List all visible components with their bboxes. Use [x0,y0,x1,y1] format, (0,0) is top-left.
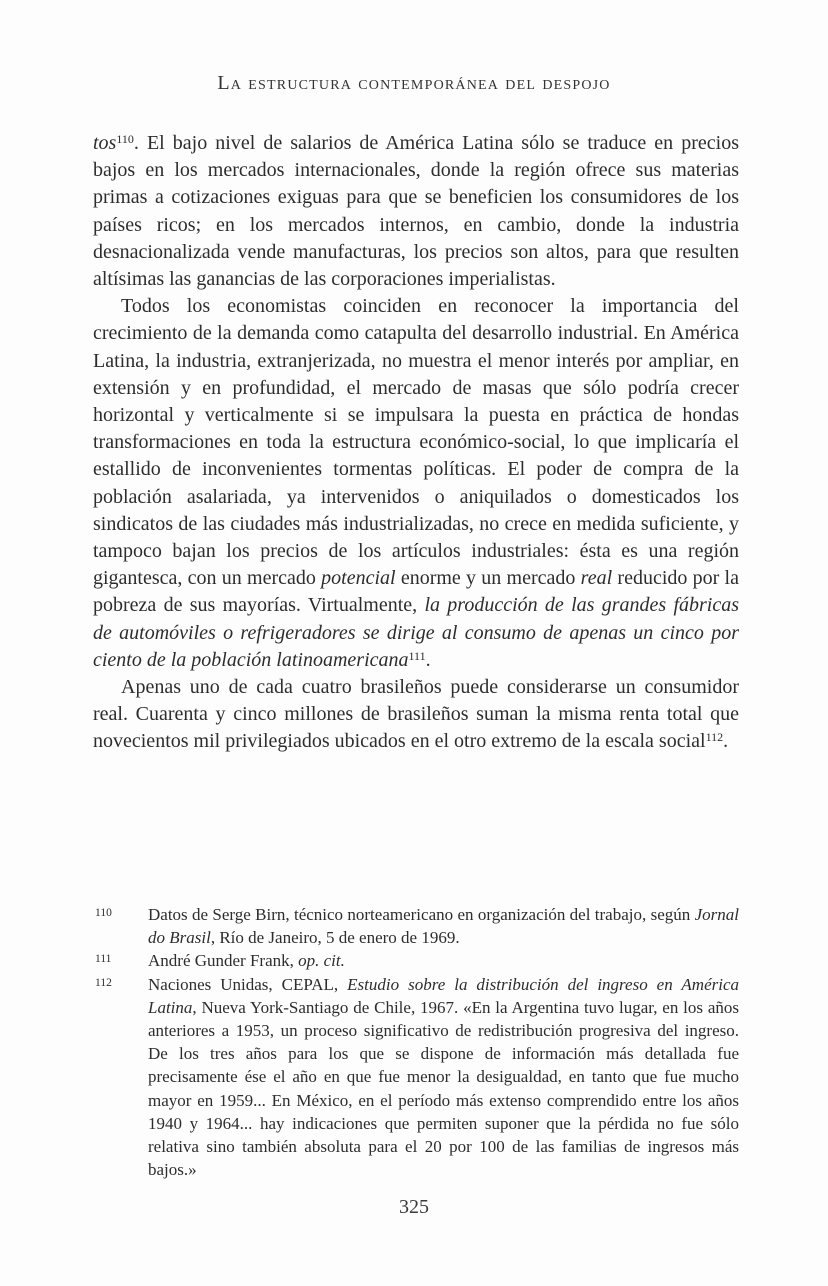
text-segment: Apenas uno de cada cuatro brasileños puede considerarse un consumidor real. Cuarenta y cinco millones de brasileños suman la misma renta total que novecientos mil privilegiados ubicados en el otro extremo de la escala social [93,676,739,753]
footnotes-section [93,903,739,1181]
text-segment: André Gunder Frank, [148,951,299,971]
italic-text: la producción de las grandes fábricas de automóviles o refrigeradores se dirige al consumo de apenas un cinco por ciento de la población latinoamericana [93,594,740,671]
text-segment: Naciones Unidas, CEPAL, [148,974,348,994]
body-paragraph [93,130,739,293]
text-segment: . [723,730,729,753]
footnote-reference: 111 [408,648,426,663]
footnote-text [148,975,739,1180]
footnote-number: 112 [95,976,112,989]
text-segment: . [425,648,431,671]
page-number: 325 [399,1196,429,1218]
italic-text: tos [93,132,117,154]
text-segment: . El bajo nivel de salarios de América Latina sólo se traduce en precios bajos en los mercados internacionales, donde la región ofrece sus materias primas a cotizaciones exiguas para que se beneficien los consumidores de los países ricos; en los mercados internos, en cambio, donde la industria desnacionalizada vende manufacturas, los precios son altos, para que resulten altísimas las ganancias de las corporaciones imperialistas. [93,132,739,291]
footnote [93,973,739,1182]
text-segment: enorme y un mercado [395,567,581,590]
footnote [93,903,739,949]
text-segment: Datos de Serge Birn, técnico norteamericano en organización del trabajo, según [148,905,695,924]
text-segment: , Río de Janeiro, 5 de enero de 1969. [210,928,460,948]
text-segment: reducido por la pobreza de sus mayorías. Virtualmente, [93,567,739,617]
footnote-reference: 110 [116,132,134,146]
body-paragraph [93,674,739,756]
footnote-number: 111 [95,953,112,966]
italic-text: op. cit. [298,951,345,971]
footnote-reference: 112 [705,730,724,745]
italic-text: Jornal do Brasil [148,905,739,948]
body-paragraph [93,293,739,674]
footnote-text [148,951,345,970]
italic-text: Estudio sobre la distribución del ingreso en América Latina [148,974,739,1017]
running-header: La estructura contemporánea del despojo [217,72,611,94]
text-segment: , Nueva York-Santiago de Chile, 1967. «En la Argentina tuvo lugar, en los años anteriores a 1953, un proceso significativo de redistribución progresiva del ingreso. De los tres años para los que se dispone de información más detallada fue precisamente ése el año en que fue menor la desigualdad, en tanto que fue mucho mayor en 1959... En México, en el período más extenso comprendido entre los años 1940 y 1964... hay indicaciones que permiten suponer que la pérdida no fue sólo relativa sino también absoluta para el 20 por 100 de las familias de ingresos más bajos.» [148,997,739,1180]
footnote-number: 110 [95,907,112,919]
italic-text: real [580,567,613,590]
footnote [93,949,739,972]
footnote-text [148,905,739,947]
text-segment: Todos los economistas coinciden en reconocer la importancia del crecimiento de la demanda como catapulta del desarrollo industrial. En América Latina, la industria, extranjerizada, no muestra el menor interés por ampliar, en extensión y en profundidad, el mercado de masas que sólo podría crecer horizontal y verticalmente si se impulsara la puesta en práctica de hondas transformaciones en toda la estructura económico-social, lo que implicaría el estallido de inconvenientes tormentas políticas. El poder de compra de la población asalariada, ya intervenidos o aniquilados o domesticados los sindicatos de las ciudades más industrializadas, no crece en medida suficiente, y tampoco bajan los precios de los artículos industriales: ésta es una región gigantesca, con un mercado [93,295,739,590]
italic-text: potencial [321,567,396,590]
body-text-block [93,130,739,756]
